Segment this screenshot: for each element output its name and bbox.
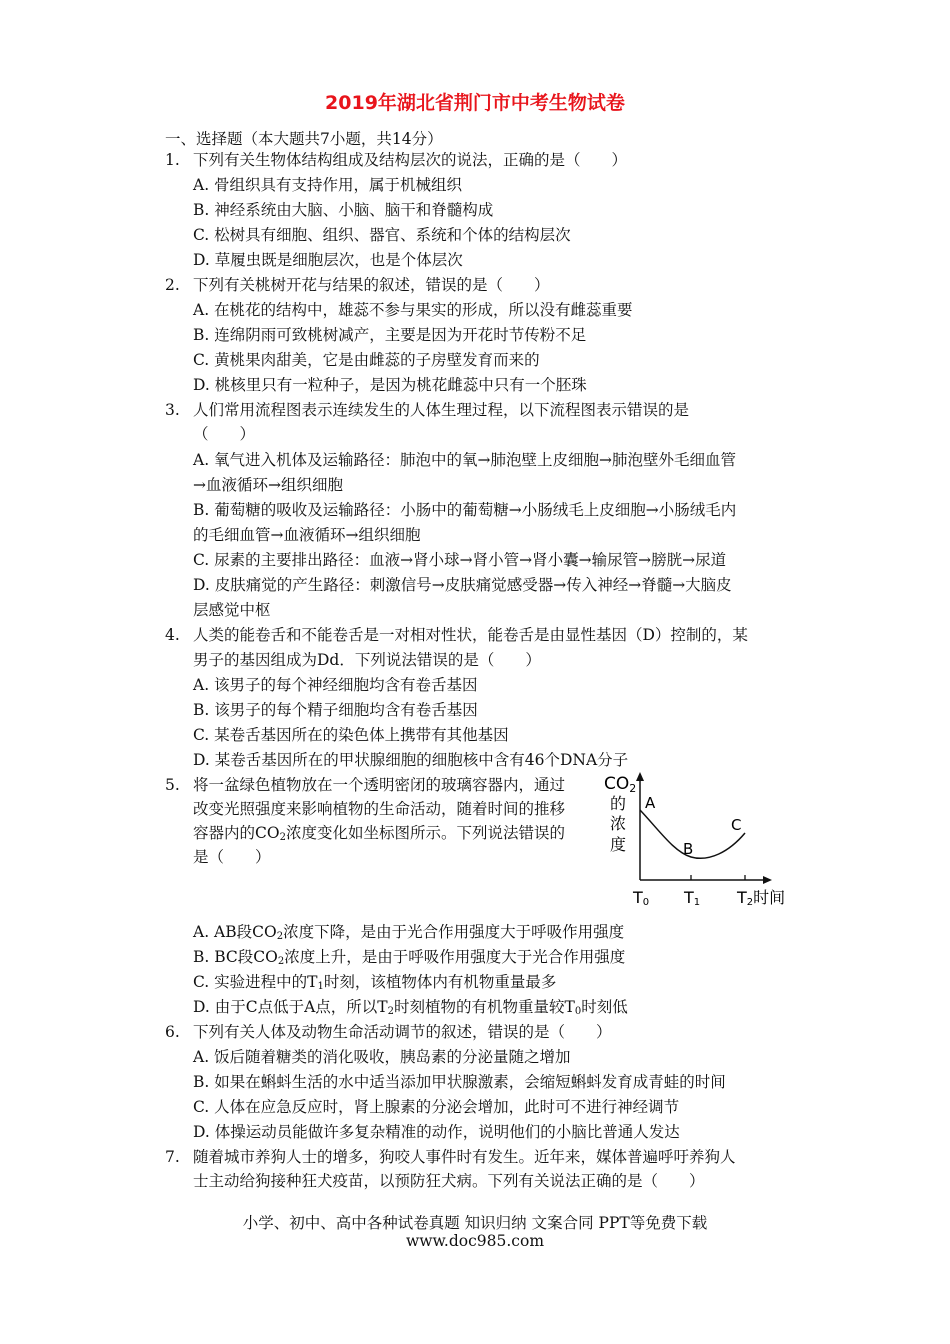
t0-text: T [633, 888, 643, 907]
subscript: 1 [317, 981, 324, 992]
option-b-cont: 的毛细血管→血液循环→组织细胞 [193, 526, 421, 544]
x-axis-arrow [763, 876, 772, 884]
point-b-label: B [683, 840, 694, 858]
option-text: C. 实验进程中的T [193, 973, 318, 991]
option-d: D. 某卷舌基因所在的甲状腺细胞的细胞核中含有46个DNA分子 [193, 751, 629, 769]
footer-link[interactable]: www.doc985.com [405, 1232, 545, 1250]
y-label-co: CO [604, 774, 630, 794]
question-stem: 人类的能卷舌和不能卷舌是一对相对性状，能卷舌是由显性基因（D）控制的，某 [193, 626, 748, 644]
point-c-label: C [731, 816, 742, 834]
question-stem-cont: 男子的基因组成为Dd．下列说法错误的是（ ） [193, 651, 541, 669]
option-b [193, 947, 625, 972]
page-title: 2019年湖北省荆门市中考生物试卷 [325, 92, 625, 114]
question-number: 6. [165, 1023, 180, 1041]
option-c: C. 松树具有细胞、组织、器官、系统和个体的结构层次 [193, 226, 571, 244]
option-b: B. 连绵阴雨可致桃树减产，主要是因为开花时节传粉不足 [193, 326, 587, 344]
question-stem: 下列有关生物体结构组成及结构层次的说法，正确的是（ ） [193, 151, 628, 169]
option-a [193, 922, 624, 947]
question-number: 1. [165, 151, 180, 169]
option-b: B. 葡萄糖的吸收及运输路径：小肠中的葡萄糖→小肠绒毛上皮细胞→小肠绒毛内 [193, 501, 737, 519]
option-a-cont: →血液循环→组织细胞 [193, 476, 343, 494]
option-d: D. 体操运动员能做许多复杂精准的动作，说明他们的小脑比普通人发达 [193, 1123, 680, 1141]
option-d: D. 草履虫既是细胞层次，也是个体层次 [193, 251, 463, 269]
section-heading: 一、选择题（本大题共7小题，共14分） [165, 130, 443, 148]
option-text: 时刻植物的有机物重量较T [394, 998, 575, 1016]
option-text: A. AB段CO [193, 923, 277, 941]
y-label-char-2: 浓 [610, 814, 627, 833]
option-c: C. 黄桃果肉甜美，它是由雌蕊的子房壁发育而来的 [193, 351, 540, 369]
t1-text: T [684, 888, 694, 907]
question-stem-cont: 改变光照强度来影响植物的生命活动，随着时间的推移 [193, 800, 566, 818]
t1-sub: 1 [693, 897, 701, 908]
subscript: 2 [279, 832, 286, 843]
stem-text: 容器内的CO [193, 824, 280, 842]
t0-sub: 0 [642, 897, 650, 908]
option-d: D. 皮肤痛觉的产生路径：刺激信号→皮肤痛觉感受器→传入神经→脊髓→大脑皮 [193, 576, 732, 594]
option-a: A. 饭后随着糖类的消化吸收，胰岛素的分泌量随之增加 [193, 1048, 571, 1066]
option-d [193, 997, 628, 1022]
subscript: 2 [277, 956, 285, 967]
y-axis-label [604, 774, 636, 795]
option-text: 浓度上升，是由于呼吸作用强度大于光合作用强度 [284, 948, 626, 966]
question-number: 4. [165, 626, 180, 644]
y-axis-arrow [636, 772, 644, 781]
y-label-char-3: 度 [610, 835, 627, 854]
question-number: 5. [165, 776, 180, 794]
question-stem-cont: （ ） [193, 425, 256, 443]
option-c [193, 972, 556, 997]
option-c: C. 某卷舌基因所在的染色体上携带有其他基因 [193, 726, 509, 744]
question-number: 2. [165, 276, 180, 294]
option-b: B. 如果在蝌蚪生活的水中适当添加甲状腺激素，会缩短蝌蚪发育成青蛙的时间 [193, 1073, 726, 1091]
subscript: 0 [574, 1006, 582, 1017]
question-stem: 随着城市养狗人士的增多，狗咬人事件时有发生。近年来，媒体普遍呼吁养狗人 [193, 1148, 736, 1166]
option-text: 时刻低 [581, 998, 628, 1016]
question-stem: 将一盆绿色植物放在一个透明密闭的玻璃容器内，通过 [193, 776, 566, 794]
y-label-sub: 2 [629, 782, 637, 795]
question-stem-cont: 士主动给狗接种狂犬疫苗，以预防狂犬病。下列有关说法正确的是（ ） [193, 1172, 705, 1190]
t0-label [632, 888, 649, 908]
option-d-cont: 层感觉中枢 [193, 601, 271, 619]
question-stem: 下列有关人体及动物生命活动调节的叙述，错误的是（ ） [193, 1023, 612, 1041]
option-c: C. 尿素的主要排出路径：血液→肾小球→肾小管→肾小囊→输尿管→膀胱→尿道 [193, 551, 727, 569]
question-stem-cont: 是（ ） [193, 848, 271, 866]
option-text: 浓度下降，是由于光合作用强度大于呼吸作用强度 [283, 923, 625, 941]
option-a: A. 在桃花的结构中，雄蕊不参与果实的形成，所以没有雌蕊重要 [193, 301, 633, 319]
option-b: B. 该男子的每个精子细胞均含有卷舌基因 [193, 701, 478, 719]
stem-text: 浓度变化如坐标图所示。下列说法错误的 [285, 824, 565, 842]
question-number: 7. [165, 1148, 180, 1166]
subscript: 2 [387, 1006, 394, 1017]
subscript: 2 [276, 931, 284, 942]
option-text: B. BC段CO [193, 948, 278, 966]
question-stem-cont [193, 823, 565, 848]
option-b: B. 神经系统由大脑、小脑、脑干和脊髓构成 [193, 201, 494, 219]
option-text: 时刻，该植物体内有机物重量最多 [323, 973, 557, 991]
option-text: D. 由于C点低于A点，所以T [193, 998, 388, 1016]
t1-label [683, 888, 700, 908]
t2-label [736, 888, 785, 908]
option-d: D. 桃核里只有一粒种子，是因为桃花雌蕊中只有一个胚珠 [193, 376, 587, 394]
x-axis-label: 时间 [753, 888, 786, 907]
question-number: 3. [165, 401, 180, 419]
option-a: A. 该男子的每个神经细胞均含有卷舌基因 [193, 676, 478, 694]
y-label-char-1: 的 [610, 794, 627, 813]
option-a: A. 骨组织具有支持作用，属于机械组织 [193, 176, 463, 194]
co2-concentration-graph [604, 772, 794, 912]
question-stem: 下列有关桃树开花与结果的叙述，错误的是（ ） [193, 276, 550, 294]
point-a-label: A [645, 794, 656, 812]
option-a: A. 氧气进入机体及运输路径：肺泡中的氧→肺泡壁上皮细胞→肺泡壁外毛细血管 [193, 451, 737, 469]
question-stem: 人们常用流程图表示连续发生的人体生理过程，以下流程图表示错误的是 [193, 401, 690, 419]
option-c: C. 人体在应急反应时，肾上腺素的分泌会增加，此时可不进行神经调节 [193, 1098, 680, 1116]
footer-promo-text: 小学、初中、高中各种试卷真题 知识归纳 文案合同 PPT等免费下载 [242, 1214, 708, 1232]
t2-sub: 2 [746, 897, 754, 908]
t2-text: T [737, 888, 747, 907]
